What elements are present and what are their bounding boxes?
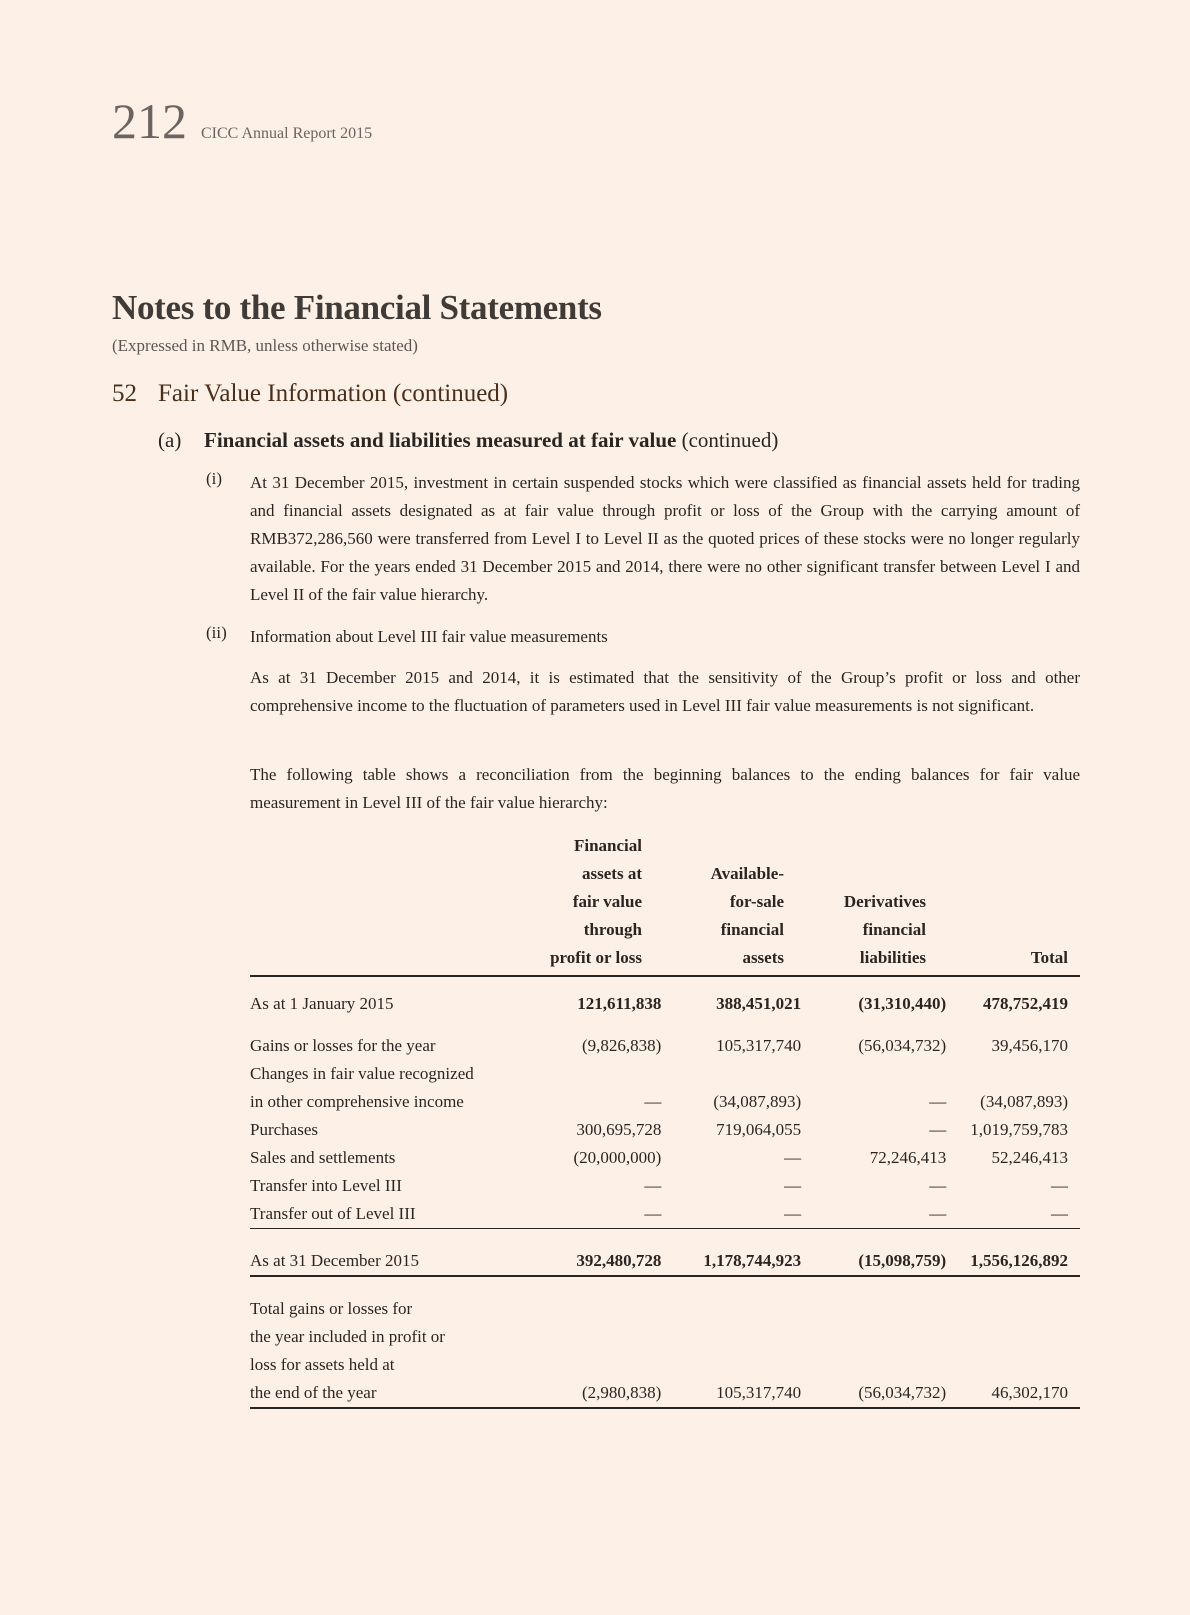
section-number: 52 <box>112 380 137 407</box>
subsection-suffix: (continued) <box>676 428 779 452</box>
page-title: Notes to the Financial Statements <box>112 288 602 327</box>
table-row-oci: in other comprehensive income — (34,087,893) — (34,087,893) <box>250 1092 1068 1111</box>
table-row-transfer-out: Transfer out of Level III — — — — <box>250 1204 1068 1223</box>
table-row-total-gl-label-3: loss for assets held at <box>250 1355 395 1374</box>
page-subtitle: (Expressed in RMB, unless otherwise stated) <box>112 336 418 355</box>
item-ii-paragraph-1: As at 31 December 2015 and 2014, it is estimated that the sensitivity of the Group’s profit or loss and other comprehensive income to the fluctuation of parameters used in Level III fair value measurements is not significant. <box>250 668 1080 715</box>
page-number: 212 <box>112 93 187 149</box>
subsection-heading <box>158 428 778 453</box>
column-header-fvtpl: Financial assets at fair value through profit or loss <box>550 836 642 967</box>
item-ii-paragraph-2: The following table shows a reconciliation from the beginning balances to the ending balances for fair value measurement in Level III of the fair value hierarchy: <box>250 765 1080 812</box>
table-row-gains: Gains or losses for the year (9,826,838) 105,317,740 (56,034,732) 39,456,170 <box>250 1036 1068 1055</box>
table-row-total-gl-label-2: the year included in profit or <box>250 1327 445 1346</box>
subsection-label: (a) <box>158 428 182 452</box>
section-title: Fair Value Information (continued) <box>158 380 509 407</box>
table-row-oci-label: Changes in fair value recognized <box>250 1064 474 1083</box>
item-i-paragraph: At 31 December 2015, investment in certain suspended stocks which were classified as financial assets held for trading and financial assets designated as at fair value through profit or loss of the Group with the carrying amount of RMB372,286,560 were transferred from Level I to Level II as the quoted prices of these stocks were no longer regularly available. For the years ended 31 December 2015 and 2014, there were no other significant transfer between Level I and Level II of the fair value hierarchy. <box>250 473 1080 604</box>
table-row-transfer-in: Transfer into Level III — — — — <box>250 1176 1068 1195</box>
table-row-sales: Sales and settlements (20,000,000) — 72,246,413 52,246,413 <box>250 1148 1068 1167</box>
item-i-label: (i) <box>206 469 223 488</box>
reconciliation-table <box>250 990 1080 1411</box>
item-ii-title: Information about Level III fair value measurements <box>250 627 608 646</box>
item-ii-label: (ii) <box>206 623 227 642</box>
column-header-total: Total <box>1030 948 1068 967</box>
column-header-afs: Available- for-sale financial assets <box>710 864 784 967</box>
section-heading <box>112 380 508 408</box>
column-header-derivatives: Derivatives financial liabilities <box>843 892 926 967</box>
table-row-opening: As at 1 January 2015 121,611,838 388,451,021 (31,310,440) 478,752,419 <box>250 994 1068 1013</box>
running-title: CICC Annual Report 2015 <box>201 125 373 142</box>
table-row-total-gl-label-1: Total gains or losses for <box>250 1299 413 1318</box>
subsection-title: Financial assets and liabilities measured at fair value <box>204 428 677 452</box>
table-row-purchases: Purchases 300,695,728 719,064,055 — 1,019,759,783 <box>250 1120 1068 1139</box>
table-row-total-gl: the end of the year (2,980,838) 105,317,740 (56,034,732) 46,302,170 <box>250 1383 1068 1402</box>
header-rule <box>250 975 1080 977</box>
table-row-closing: As at 31 December 2015 392,480,728 1,178,744,923 (15,098,759) 1,556,126,892 <box>250 1251 1068 1270</box>
